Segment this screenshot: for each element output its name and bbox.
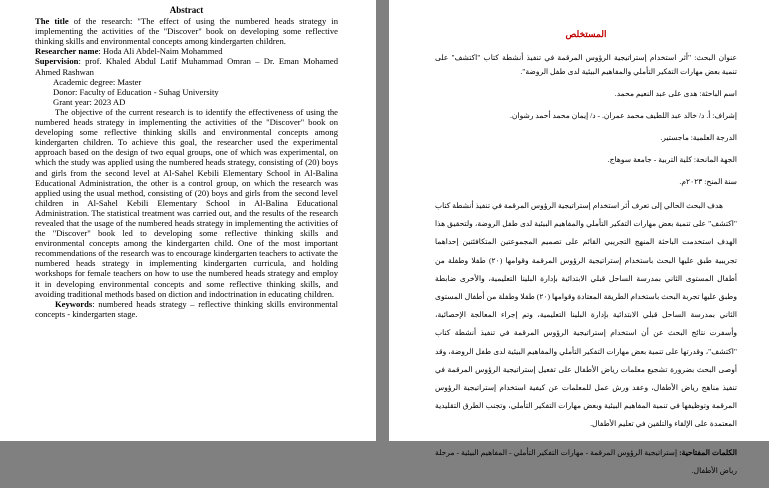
supervision-label: Supervision [35, 56, 79, 67]
researcher-name [35, 46, 338, 56]
supervision-value: : prof. Khaled Abdul Latif Muhammad Omran – Dr. Eman Mohamed Ahmed Rashwan [35, 56, 338, 77]
keywords-label: Keywords [55, 298, 93, 309]
title-text: of the research: "The effect of using the numbered heads strategy in implementing the activities of the "Discover" book on developing some reflective thinking skills and environmental concepts among kindergarten children. [35, 16, 338, 47]
arabic-keywords-label: الكلمات المفتاحية: [679, 447, 737, 457]
arabic-heading: المستخلص [565, 29, 607, 39]
academic-degree: Academic degree: Master [53, 76, 142, 87]
arabic-year: سنة المنح: ٢٠٢٣م. [679, 177, 737, 186]
arabic-keywords-value: إستراتيجية الرؤوس المرقمة - مهارات التفكير التأملي - المفاهيم البيئية - مرحلة رياض الأطفال. [435, 447, 737, 475]
english-abstract-page [0, 0, 376, 441]
arabic-keywords [435, 444, 737, 480]
arabic-body: هدف البحث الحالي إلى تعرف أثر استخدام إستراتيجية الرؤوس المرقمة في تنفيذ أنشطة كتاب "اكتشف" على تنمية بعض مهارات التفكير التأملي والمفاهيم البيئية لدى طفل الروضة، ولتحقيق هذا الهدف استخدمت الباحثة المنهج التجريبي القائم على تصميم المجموعتين المتكافئتين إحداهما تجريبية طبق عليها البحث باستخدام إستراتيجية الرؤوس المرقمة وقوامها (٢٠) طفلا وطفلة من أطفال المستوى الثاني بمدرسة الساحل قبلي الابتدائية بإدارة البلينا التعليمية، والأخرى ضابطة وطبق عليها تجربة البحث باستخدام الطريقة المعتادة وقوامها (٢٠) طفلا وطفلة من أطفال المستوى الثاني بمدرسة الساحل قبلي الابتدائية بإدارة البلينا التعليمية، وتم إجراء المعالجة الإحصائية، وأسفرت نتائج البحث عن أن استخدام إستراتيجية الرؤوس المرقمة في تنفيذ أنشطة كتاب "اكتشف"، وقدرتها على تنمية بعض مهارات التفكير التأملي والمفاهيم البيئية لدى طفل الروضة، وقد أوصى البحث بضرورة تشجيع معلمات رياض الأطفال على تفعيل إستراتيجية الرؤوس المرقمة في تنفيذ مناهج رياض الأطفال، وعقد ورش عمل للمعلمات عن كيفية استخدام إستراتيجية الرؤوس المرقمة وتوظيفها في تنمية المفاهيم البيئية وبعض مهارات التفكير التأملي، وتجنب الطرق التقليدية المعتمدة على الإلقاء والتلقين في تعليم الأطفال. [435, 201, 737, 429]
donor: Donor: Faculty of Education - Suhag University [53, 86, 219, 97]
abstract-heading: Abstract [169, 5, 204, 15]
grant-year: Grant year: 2023 AD [53, 96, 126, 107]
keywords-value: : numbered heads strategy – reflective thinking skills environmental concepts - kindergarten stage. [35, 298, 338, 319]
researcher-label: Researcher name [35, 46, 99, 57]
arabic-degree: الدرجة العلمية: ماجستير. [660, 133, 737, 142]
keywords [35, 299, 338, 319]
supervision [35, 56, 338, 76]
researcher-value: : Hoda Ali Abdel-Naim Mohammed [98, 46, 223, 57]
research-title [35, 16, 338, 46]
arabic-abstract [435, 27, 737, 488]
arabic-research-title: عنوان البحث: "أثر استخدام إستراتيجية الرؤوس المرقمة في تنفيذ أنشطة كتاب "اكتشف" على تنمية بعض مهارات التفكير التأملي والمفاهيم البيئية لدى طفل الروضة". [435, 53, 737, 76]
arabic-researcher: اسم الباحثة: هدى على عبد النعيم محمد. [614, 89, 737, 98]
arabic-supervision: إشراف: أ. د/ خالد عبد اللطيف محمد عمران. - د/ إيمان محمد أحمد رشوان. [510, 111, 737, 120]
english-abstract [35, 5, 338, 319]
arabic-abstract-page [389, 0, 769, 475]
abstract-body: The objective of the current research is to identify the effectiveness of using the numbered heads strategy in implementing the activities of the "Discover" book on developing some reflective thinking skills and environmental concepts among kindergarten children. To achieve this goal, the researcher used the experimental approach based on the design of two equal groups, one of which was experimental, on which the study was applied using the numbered heads strategy, consisting of (20) boys and girls from the second level at Al-Sahel Kebili Elementary School in Al-Balina Educational Administration, the other is a control group, on which the research was applied using the usual method, consisting of (20) boys and girls from the second level children in Al-Sahel Kebili Elementary School in Al-Balina Educational Administration. The statistical treatment was carried out, and the results of the research revealed that the usage of the numbered heads strategy in implementing the activities of the "Discover" book led to developing some reflective thinking skills and environmental concepts among the kindergarten child. One of the most important recommendations of the research was to encourage kindergarten teachers to activate the numbered heads strategy in implementing kindergarten curricula, and holding workshops for female teachers on how to use the numbered heads strategy and employ it in developing environmental concepts and some reflective thinking skills, and avoiding traditional methods based on diction and indoctrination in educating children. [35, 106, 338, 299]
title-label: The title [35, 16, 69, 27]
arabic-donor: الجهة المانحة: كلية التربية - جامعة سوهاج. [607, 155, 737, 164]
